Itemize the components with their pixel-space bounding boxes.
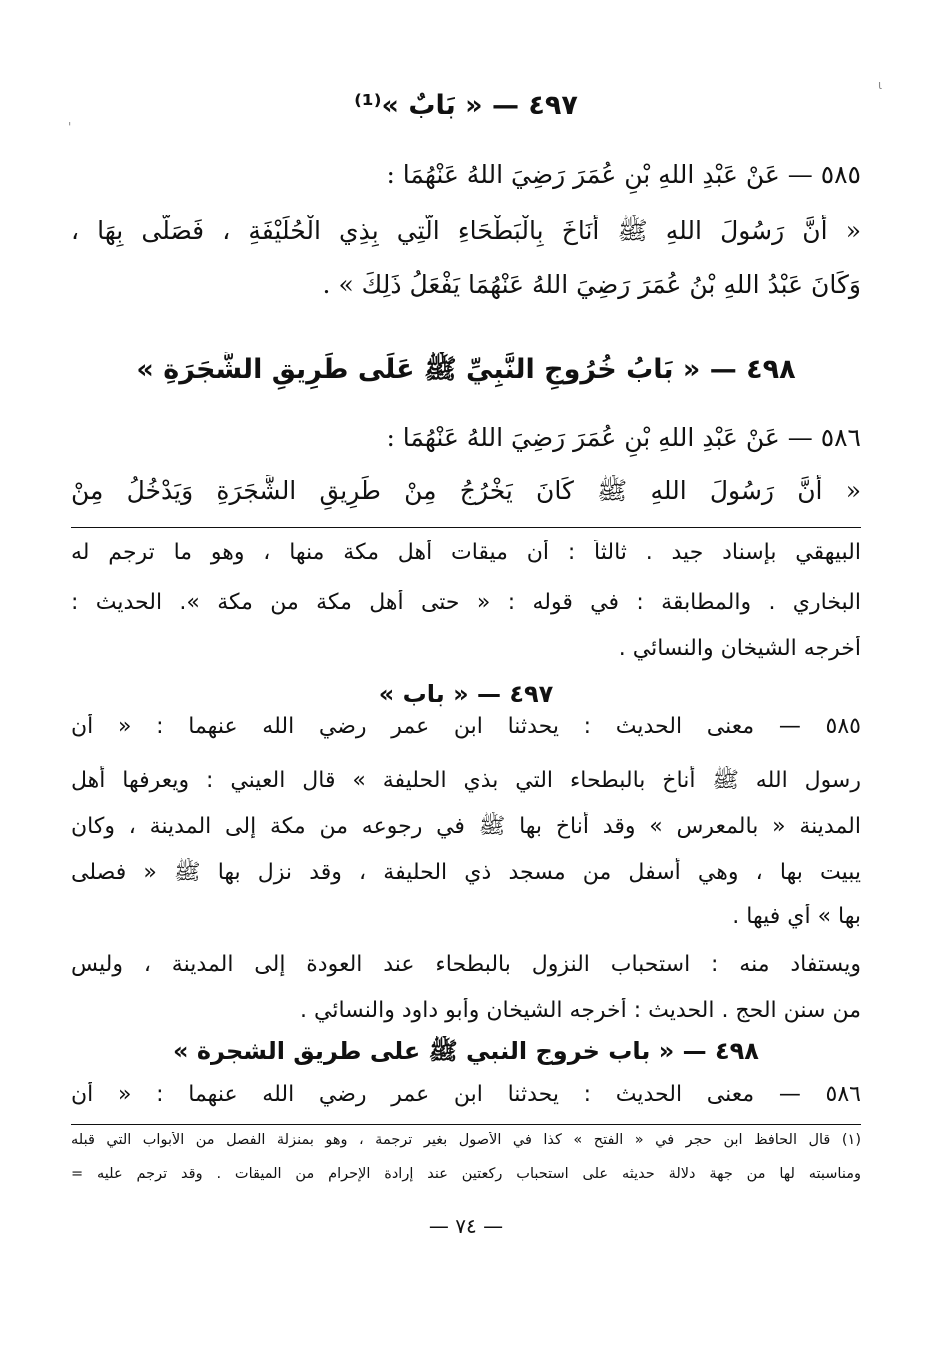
hadith-586-line-1: ٥٨٦ — عَنْ عَبْدِ اللهِ بْنِ عُمَرَ رَضِيَ اللهُ عَنْهُمَا : — [386, 423, 861, 452]
commentary-line-2: البخاري . والمطابقة : في قوله : « حتى أهل مكة من مكة ». الحديث : — [71, 590, 861, 615]
chapter-heading-498: ٤٩٨ — « بَابُ خُرُوجِ النَّبِيِّ ﷺ عَلَى طَرِيقِ الشَّجَرَةِ » — [136, 354, 796, 385]
commentary-line-1: البيهقي بإسناد جيد . ثالثاً : أن ميقات أهل مكة منها ، وهو ما ترجم له — [71, 540, 861, 565]
chapter-heading-497: ٤٩٧ — « بَابٌ »⁽¹⁾ — [354, 90, 578, 121]
commentary-585-line-3: المدينة « بالمعرس » وقد أناخ بها ﷺ في رجوعه من مكة إلى المدينة ، وكان — [71, 814, 861, 839]
margin-speck: ι — [878, 78, 883, 92]
commentary-585-line-7: من سنن الحج . الحديث : أخرجه الشيخان وأبو داود والنسائي . — [300, 998, 861, 1023]
hadith-586-line-2: « أَنَّ رَسُولَ اللهِ ﷺ كَانَ يَخْرُجُ مِنْ طَرِيقِ الشَّجَرَةِ وَيَدْخُلُ مِنْ — [71, 476, 861, 505]
footnote-line-2: ومناسبته لها من جهة دلالة حديثه على استحباب ركعتين عند إرادة الإحرام من الميقات . وقد ترجم عليه = — [71, 1166, 861, 1182]
hadith-585-line-3: وَكَانَ عَبْدُ اللهِ بْنُ عُمَرَ رَضِيَ اللهُ عَنْهُمَا يَفْعَلُ ذَلِكَ » . — [322, 270, 861, 299]
commentary-585-line-4: يبيت بها ، وهي أسفل من مسجد ذي الحليفة ، وقد نزل بها ﷺ « فصلى — [71, 860, 861, 885]
commentary-heading-497: ٤٩٧ — « باب » — [378, 680, 554, 708]
commentary-585-line-2: رسول الله ﷺ أناخ بالبطحاء التي بذي الحليفة » قال العيني : ويعرفها أهل — [71, 768, 861, 793]
hadith-585-line-2: « أَنَّ رَسُولَ اللهِ ﷺ أَنَاخَ بِالْبَطْحَاءِ الَّتِي بِذِي الْحُلَيْفَةِ ، فَصَلَّى بِهَا ، — [71, 216, 861, 245]
commentary-heading-498: ٤٩٨ — « باب خروج النبي ﷺ على طريق الشجرة » — [173, 1037, 759, 1065]
section-divider — [71, 527, 861, 528]
commentary-line-3: أخرجه الشيخان والنسائي . — [618, 636, 861, 661]
commentary-585-line-5: بها » أي فيها . — [732, 904, 861, 929]
footnote-divider — [71, 1124, 861, 1125]
page-number: — ٧٤ — — [428, 1214, 504, 1238]
commentary-586-line-1: ٥٨٦ — معنى الحديث : يحدثنا ابن عمر رضي الله عنهما : « أن — [71, 1082, 861, 1107]
hadith-585-line-1: ٥٨٥ — عَنْ عَبْدِ اللهِ بْنِ عُمَرَ رَضِيَ اللهُ عَنْهُمَا : — [386, 160, 861, 189]
footnote-line-1: (١) قال الحافظ ابن حجر في « الفتح » كذا في الأصول بغير ترجمة ، وهو بمنزلة الفصل من الأبواب التي قبله — [71, 1132, 861, 1148]
commentary-585-line-1: ٥٨٥ — معنى الحديث : يحدثنا ابن عمر رضي الله عنهما : « أن — [71, 714, 861, 739]
commentary-585-line-6: ويستفاد منه : استحباب النزول بالبطحاء عند العودة إلى المدينة ، وليس — [71, 952, 861, 977]
margin-speck: ' — [68, 120, 72, 134]
